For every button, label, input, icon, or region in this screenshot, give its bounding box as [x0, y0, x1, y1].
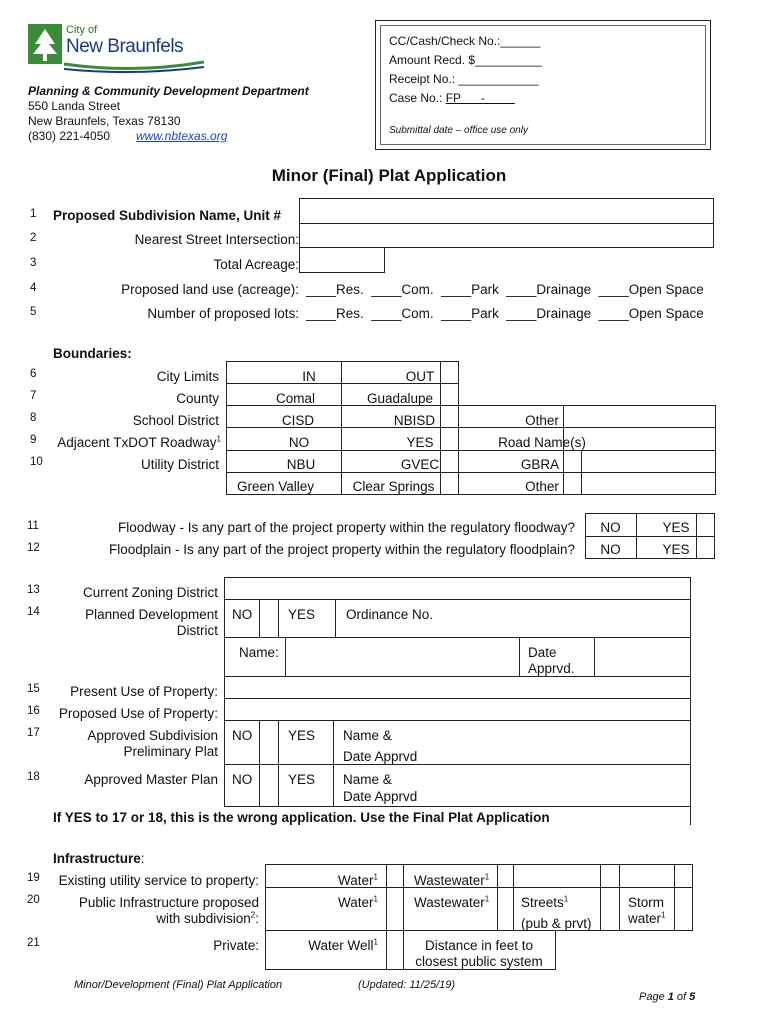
footer-page-total: 5 — [689, 991, 696, 1003]
office-use-box — [375, 20, 711, 150]
infrastructure-heading-colon: : — [140, 851, 145, 866]
floodplain-yes[interactable]: YES — [662, 542, 690, 557]
row-number: 18 — [27, 771, 40, 783]
utility-other[interactable]: Other — [525, 479, 559, 494]
footer-page-num: 1 — [667, 991, 674, 1003]
master-plan-no[interactable]: NO — [232, 772, 253, 787]
approved-master-plan-label: Approved Master Plan — [84, 772, 218, 787]
subdivision-name-label: Proposed Subdivision Name, Unit # — [53, 208, 282, 223]
row-number: 10 — [30, 456, 43, 468]
row-number: 5 — [30, 306, 37, 318]
public-water-text: Water — [338, 895, 374, 910]
school-district-label: School District — [132, 413, 219, 428]
existing-wastewater[interactable] — [414, 872, 489, 889]
city-limits-in[interactable]: IN — [302, 369, 316, 384]
row-number: 1 — [30, 208, 37, 220]
public-water[interactable] — [338, 894, 378, 911]
master-plan-yes[interactable]: YES — [288, 772, 316, 787]
distance-to-public-2: closest public system — [415, 954, 543, 969]
office-use-inner — [380, 25, 706, 145]
existing-water-text: Water — [338, 873, 374, 888]
row-number: 21 — [27, 937, 40, 949]
public-infrastructure-label-1: Public Infrastructure proposed — [78, 895, 259, 910]
public-streets-pub-prvt: (pub & prvt) — [521, 916, 592, 931]
phone-number: (830) 221-4050 — [28, 129, 111, 143]
land-use-label: Proposed land use (acreage): — [121, 282, 299, 297]
footer-page — [639, 979, 695, 1003]
row-number: 9 — [30, 434, 37, 446]
existing-wastewater-text: Wastewater — [414, 873, 485, 888]
city-logo — [28, 22, 188, 74]
city-limits-out[interactable]: OUT — [405, 369, 435, 384]
txdot-roadway-label — [57, 434, 221, 451]
private-water-well[interactable] — [308, 937, 378, 954]
address-line-1: 550 Landa Street — [28, 99, 121, 113]
school-nbisd[interactable]: NBISD — [393, 413, 436, 428]
approved-subdivision-label-2: Preliminary Plat — [123, 744, 218, 759]
city-limits-label: City Limits — [156, 369, 219, 384]
footnote-mark: 1 — [484, 872, 490, 882]
footnote-mark: 1 — [373, 872, 378, 882]
txdot-yes[interactable]: YES — [406, 435, 434, 450]
footer-updated: (Updated: 11/25/19) — [358, 979, 456, 991]
row-number: 11 — [27, 520, 39, 532]
pd-no[interactable]: NO — [232, 607, 253, 622]
wrong-application-warning: If YES to 17 or 18, this is the wrong application. Use the Final Plat Application — [53, 810, 550, 825]
logo-city-of: City of — [66, 24, 98, 36]
row-number: 3 — [30, 257, 37, 269]
master-plan-name-date-1: Name & — [343, 772, 392, 787]
prelim-plat-name-date-2: Date Apprvd — [343, 749, 418, 764]
public-storm-2[interactable] — [628, 910, 665, 927]
pd-yes[interactable]: YES — [288, 607, 316, 622]
footnote-mark: 2 — [250, 910, 256, 920]
utility-green-valley[interactable]: Green Valley — [236, 479, 315, 494]
public-streets[interactable] — [521, 894, 568, 911]
receipt-no-field[interactable]: Receipt No.: ____________ — [389, 72, 539, 86]
txdot-no[interactable]: NO — [288, 435, 310, 450]
row-number: 19 — [27, 872, 40, 884]
row-number: 15 — [27, 683, 40, 695]
public-infrastructure-text: with subdivision — [156, 911, 251, 926]
school-other[interactable]: Other — [525, 413, 559, 428]
school-cisd[interactable]: CISD — [281, 413, 315, 428]
pd-date-2: Apprvd. — [528, 661, 575, 676]
row-number: 12 — [27, 542, 40, 554]
footer-page-prefix: Page — [639, 991, 668, 1003]
master-plan-name-date-2: Date Apprvd — [343, 789, 418, 804]
proposed-use-label: Proposed Use of Property: — [58, 706, 218, 721]
row-number: 2 — [30, 232, 37, 244]
office-use-note: Submittal date – office use only — [389, 125, 528, 136]
website-link[interactable]: www.nbtexas.org — [136, 129, 228, 143]
department-name: Planning & Community Development Department — [28, 84, 309, 98]
prelim-plat-no[interactable]: NO — [232, 728, 253, 743]
infrastructure-heading — [53, 850, 145, 867]
row-number: 13 — [27, 584, 40, 596]
private-label: Private: — [213, 938, 259, 953]
footnote-mark: 1 — [484, 894, 490, 904]
page-title: Minor (Final) Plat Application — [271, 166, 507, 185]
row-number: 7 — [30, 390, 37, 402]
approved-subdivision-label-1: Approved Subdivision — [87, 728, 218, 743]
row-number: 14 — [27, 606, 40, 618]
footer-page-of: of — [673, 991, 690, 1003]
logo-swoosh — [64, 60, 204, 74]
footnote-mark: 1 — [373, 937, 378, 947]
floodplain-question: Floodplain - Is any part of the project property within the regulatory floodplain? — [108, 542, 575, 557]
footnote-mark: 1 — [373, 894, 378, 904]
address-line-2: New Braunfels, Texas 78130 — [28, 114, 181, 128]
row-number: 20 — [27, 894, 40, 906]
public-storm-1[interactable]: Storm — [628, 895, 665, 910]
county-guadalupe[interactable]: Guadalupe — [366, 391, 434, 406]
row-number: 17 — [27, 727, 40, 739]
land-use-options[interactable]: ____Res. ____Com. ____Park ____Drainage ____Open Space — [306, 282, 704, 297]
case-no-label: Case No.: — [389, 91, 446, 105]
public-streets-text: Streets — [521, 895, 564, 910]
tree-icon — [28, 24, 62, 64]
prelim-plat-yes[interactable]: YES — [288, 728, 316, 743]
footnote-mark: 1 — [563, 894, 569, 904]
floodway-yes[interactable]: YES — [662, 520, 690, 535]
boundaries-heading: Boundaries: — [53, 346, 132, 361]
public-storm-text: water — [628, 911, 662, 926]
street-intersection-input[interactable] — [299, 223, 714, 248]
county-comal[interactable]: Comal — [275, 391, 315, 406]
current-zoning-label: Current Zoning District — [82, 585, 218, 600]
floodway-question: Floodway - Is any part of the project property within the regulatory floodway? — [118, 520, 575, 535]
total-acreage-input[interactable] — [299, 247, 385, 273]
distance-to-public-1: Distance in feet to — [424, 938, 534, 953]
planned-development-label-2: District — [176, 623, 218, 638]
pd-name[interactable]: Name: — [239, 645, 279, 660]
planned-development-label-1: Planned Development — [85, 607, 218, 622]
utility-gvec[interactable]: GVEC — [400, 457, 440, 472]
footnote-mark: 1 — [661, 910, 666, 920]
utility-clear-springs[interactable]: Clear Springs — [352, 479, 435, 494]
utility-gbra[interactable]: GBRA — [520, 457, 560, 472]
amount-recd-field[interactable]: Amount Recd. $__________ — [389, 53, 542, 67]
case-no-field[interactable] — [389, 91, 515, 106]
case-no-value: FP - — [445, 91, 515, 105]
txdot-roadway-text: Adjacent TxDOT Roadway — [57, 435, 217, 450]
existing-water[interactable] — [338, 872, 378, 889]
floodplain-no[interactable]: NO — [600, 542, 621, 557]
prelim-plat-name-date-1: Name & — [343, 728, 392, 743]
pd-ordinance-no[interactable]: Ordinance No. — [346, 607, 434, 622]
footnote-mark: 1 — [216, 434, 221, 444]
row-number: 6 — [30, 368, 37, 380]
utility-district-label: Utility District — [141, 457, 219, 472]
logo-city-name: New Braunfels — [66, 36, 184, 57]
street-intersection-label: Nearest Street Intersection: — [134, 232, 299, 247]
cash-check-field[interactable]: CC/Cash/Check No.:______ — [389, 34, 541, 48]
row-number: 4 — [30, 282, 37, 294]
public-wastewater[interactable] — [414, 894, 489, 911]
private-water-well-text: Water Well — [308, 938, 374, 953]
row-number: 8 — [30, 412, 37, 424]
subdivision-name-input[interactable] — [299, 198, 714, 224]
total-acreage-label: Total Acreage: — [213, 257, 299, 272]
public-wastewater-text: Wastewater — [414, 895, 485, 910]
utility-nbu[interactable]: NBU — [286, 457, 316, 472]
pd-date-1: Date — [528, 645, 557, 660]
present-use-label: Present Use of Property: — [70, 684, 218, 699]
proposed-lots-options[interactable]: ____Res. ____Com. ____Park ____Drainage ____Open Space — [306, 306, 704, 321]
public-infrastructure-label-2: with subdivision$^2$: — [156, 910, 259, 926]
footer-form-name: Minor/Development (Final) Plat Application — [74, 979, 283, 991]
existing-utility-label: Existing utility service to property: — [58, 873, 259, 888]
proposed-lots-label: Number of proposed lots: — [147, 306, 299, 321]
floodway-no[interactable]: NO — [600, 520, 621, 535]
county-label: County — [176, 391, 219, 406]
road-names[interactable]: Road Name(s) — [498, 435, 586, 450]
infrastructure-heading-text: Infrastructure — [53, 851, 141, 866]
row-number: 16 — [27, 705, 40, 717]
